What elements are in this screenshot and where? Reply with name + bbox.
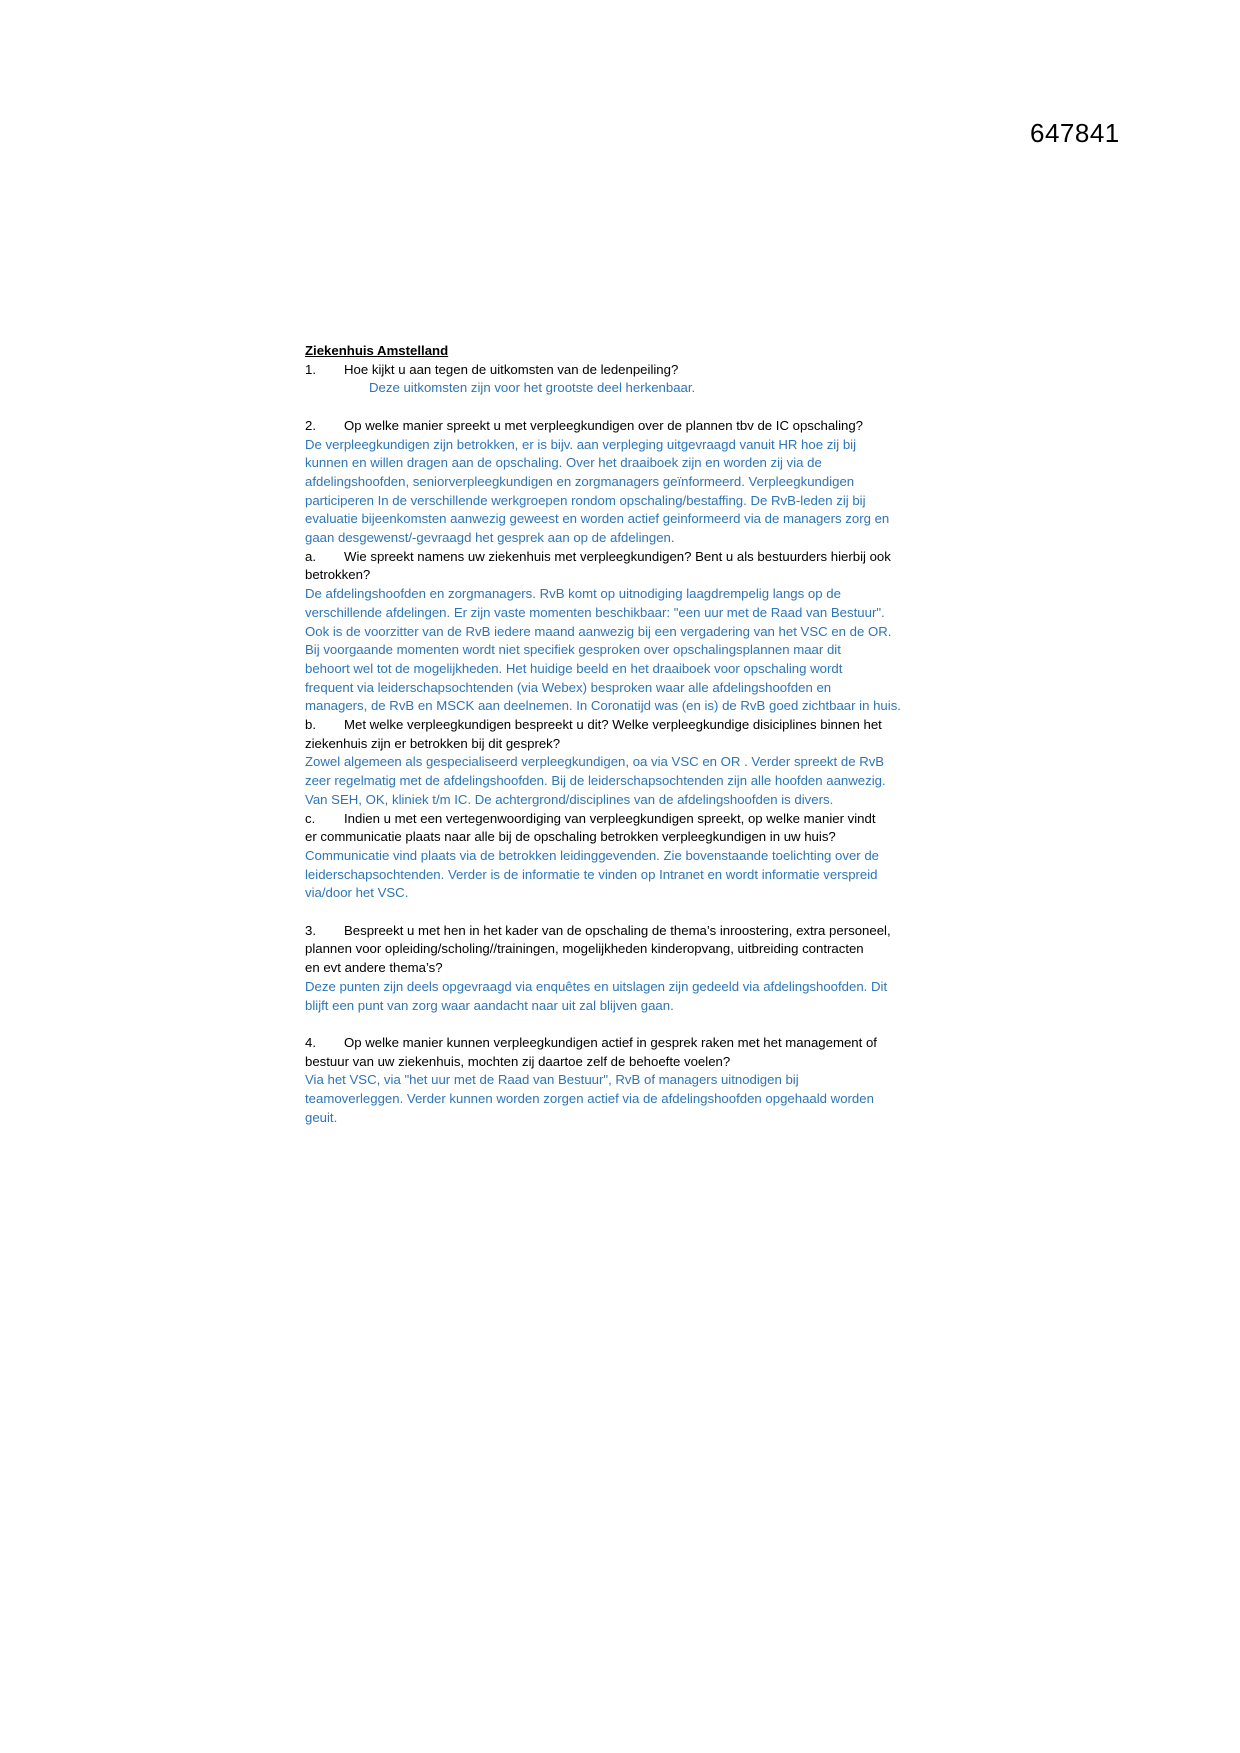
question-2-number: 2. xyxy=(305,417,316,433)
answer-2b xyxy=(305,753,945,809)
question-4-continued: bestuur van uw ziekenhuis, mochten zij daartoe zelf de behoefte voelen? xyxy=(305,1053,731,1069)
answer-2-line: De verpleegkundigen zijn betrokken, er is bijv. aan verpleging uitgevraagd vanuit HR hoe zij bij xyxy=(305,436,857,452)
question-2a-number: a. xyxy=(305,548,316,564)
question-2a-continued: betrokken? xyxy=(305,567,371,583)
question-1-number: 1. xyxy=(305,361,316,377)
question-1 xyxy=(305,361,945,380)
answer-2a-line: behoort wel tot de mogelijkheden. Het huidige beeld en het draaiboek voor opschaling wordt xyxy=(305,660,843,676)
question-2b-continued: ziekenhuis zijn er betrokken bij dit gesprek? xyxy=(305,735,561,751)
answer-2c xyxy=(305,847,945,903)
answer-2c-line: Communicatie vind plaats via de betrokken leidinggevenden. Zie bovenstaande toelichting over de xyxy=(305,847,880,863)
question-3-continued: en evt andere thema’s? xyxy=(305,960,443,976)
question-2a-text: Wie spreekt namens uw ziekenhuis met verpleegkundigen? Bent u als bestuurders hierbij ook xyxy=(344,548,891,564)
answer-3 xyxy=(305,978,945,1015)
question-2c-number: c. xyxy=(305,810,316,826)
document-number: 647841 xyxy=(1030,118,1120,148)
question-2b-number: b. xyxy=(305,717,316,733)
answer-3-line: Deze punten zijn deels opgevraagd via enquêtes en uitslagen zijn gedeeld via afdelingshoofden. Dit xyxy=(305,978,888,994)
question-3-text: Bespreekt u met hen in het kader van de opschaling de thema’s inroostering, extra personeel, xyxy=(344,922,891,938)
answer-2a-line: verschillende afdelingen. Er zijn vaste momenten beschikbaar: "een uur met de Raad van Bestuur". xyxy=(305,604,885,620)
answer-2-line: afdelingshoofden, seniorverpleegkundigen en zorgmanagers geïnformeerd. Verpleegkundigen xyxy=(305,473,855,489)
answer-2a xyxy=(305,585,945,716)
question-4-number: 4. xyxy=(305,1034,316,1050)
question-4 xyxy=(305,1034,945,1053)
question-3 xyxy=(305,922,945,941)
answer-2a-line: managers, de RvB en MSCK aan deelnemen. In Coronatijd was (en is) de RvB goed zichtbaar in huis. xyxy=(305,698,901,714)
document-title: Ziekenhuis Amstelland xyxy=(305,343,449,358)
answer-4-line: geuit. xyxy=(305,1109,338,1125)
question-3-number: 3. xyxy=(305,922,316,938)
answer-2c-line: leiderschapsochtenden. Verder is de informatie te vinden op Intranet en wordt informatie verspreid xyxy=(305,866,878,882)
question-2c-text: Indien u met een vertegenwoordiging van verpleegkundigen spreekt, op welke manier vindt xyxy=(344,810,876,826)
question-1-text: Hoe kijkt u aan tegen de uitkomsten van de ledenpeiling? xyxy=(344,361,679,377)
answer-2-line: kunnen en willen dragen aan de opschaling. Over het draaiboek zijn en worden zij via de xyxy=(305,455,822,471)
answer-1: Deze uitkomsten zijn voor het grootste deel herkenbaar. xyxy=(369,380,696,396)
answer-2-line: participeren In de verschillende werkgroepen rondom opschaling/bestaffing. De RvB-leden zij bij xyxy=(305,492,866,508)
answer-2-line: gaan desgewenst/-gevraagd het gesprek aan op de afdelingen. xyxy=(305,530,675,546)
answer-2a-line: frequent via leiderschapsochtenden (via Webex) besproken waar alle afdelingshoofden en xyxy=(305,679,832,695)
answer-2c-line: via/door het VSC. xyxy=(305,885,409,901)
question-2-text: Op welke manier spreekt u met verpleegkundigen over de plannen tbv de IC opschaling? xyxy=(344,417,864,433)
question-2a xyxy=(305,548,945,567)
answer-2b-line: Zowel algemeen als gespecialiseerd verpleegkundigen, oa via VSC en OR . Verder spreekt de RvB xyxy=(305,754,885,770)
document-body xyxy=(305,342,945,1127)
question-2c xyxy=(305,810,945,829)
question-2b-text: Met welke verpleegkundigen bespreekt u dit? Welke verpleegkundige disiciplines binnen het xyxy=(344,717,882,733)
answer-4-line: teamoverleggen. Verder kunnen worden zorgen actief via de afdelingshoofden opgehaald worden xyxy=(305,1091,874,1107)
question-2 xyxy=(305,417,945,436)
answer-4 xyxy=(305,1071,945,1127)
answer-3-line: blijft een punt van zorg waar aandacht naar uit zal blijven gaan. xyxy=(305,997,674,1013)
answer-2b-line: Van SEH, OK, kliniek t/m IC. De achtergrond/disciplines van de afdelingshoofden is divers. xyxy=(305,791,834,807)
answer-2a-line: Ook is de voorzitter van de RvB iedere maand aanwezig bij een vergadering van het VSC en de OR. xyxy=(305,623,892,639)
answer-2 xyxy=(305,436,945,548)
answer-2a-line: Bij voorgaande momenten wordt niet specifiek gesproken over opschalingsplannen maar dit xyxy=(305,642,841,658)
answer-2a-line: De afdelingshoofden en zorgmanagers. RvB komt op uitnodiging laagdrempelig langs op de xyxy=(305,586,841,602)
question-3-continued: plannen voor opleiding/scholing//trainingen, mogelijkheden kinderopvang, uitbreiding contracten xyxy=(305,941,864,957)
answer-4-line: Via het VSC, via "het uur met de Raad van Bestuur", RvB of managers uitnodigen bij xyxy=(305,1072,799,1088)
answer-2b-line: zeer regelmatig met de afdelingshoofden. Bij de leiderschapsochtenden zijn alle hoofden aanwezig. xyxy=(305,773,886,789)
answer-2-line: evaluatie bijeenkomsten aanwezig geweest en worden actief geinformeerd via de managers zorg en xyxy=(305,511,890,527)
question-2c-continued: er communicatie plaats naar alle bij de opschaling betrokken verpleegkundigen in uw huis? xyxy=(305,829,836,845)
question-2b xyxy=(305,716,945,735)
question-4-text: Op welke manier kunnen verpleegkundigen actief in gesprek raken met het management of xyxy=(344,1034,877,1050)
